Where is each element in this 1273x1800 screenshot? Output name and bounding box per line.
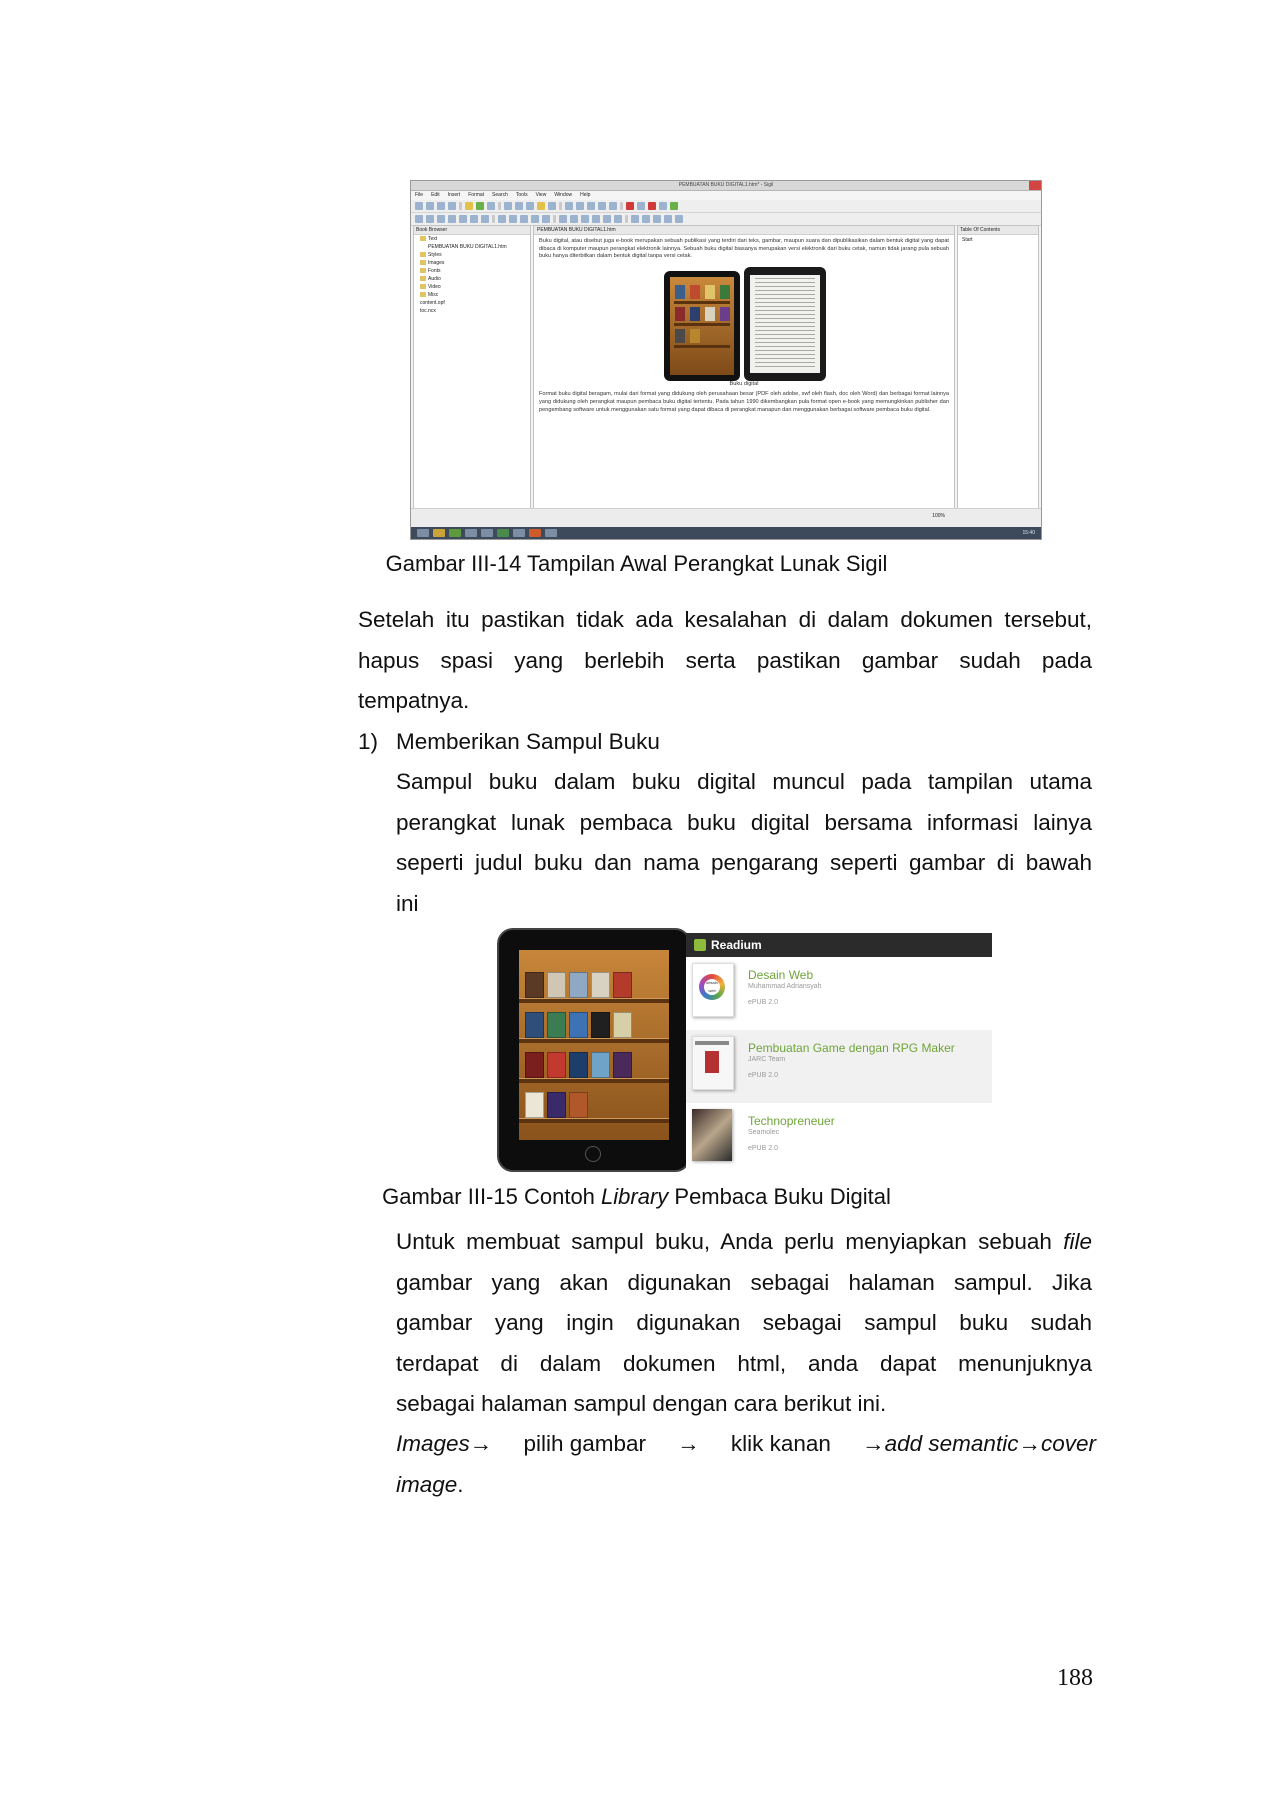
paragraph-line: sebagai halaman sampul dengan cara berikut ini.: [396, 1391, 887, 1416]
paragraph-2: [396, 762, 1092, 924]
steps-line: [396, 1424, 1096, 1465]
sigil-status-bar: [411, 508, 1041, 527]
sigil-title-bar: [411, 181, 1041, 191]
paragraph-3: [396, 1222, 1092, 1425]
toc-panel: [957, 225, 1039, 509]
paragraph-line: Setelah itu pastikan tidak ada kesalahan di dalam dokumen tersebut,: [358, 607, 1092, 632]
document-body: [534, 235, 954, 417]
book-author: Seamolec: [748, 1129, 780, 1136]
tree-item: content.opf: [420, 300, 445, 306]
step-pilih-gambar: pilih gambar: [523, 1431, 647, 1456]
menu-format: Format: [468, 192, 485, 198]
document-paragraph: Buku digital, atau disebut juga e-book merupakan sebuah publikasi yang terdiri dari teks, gambar, maupun suara dan dipublikasikan dalam bentuk digital yang dapat dibaca di komputer maupun perangkat elektronik lainnya. Sebuah buku digital biasanya merupakan versi elektronik dari buku cetak, namun tidak jarang pula sebuah buku hanya diterbitkan dalam bentuk digital tanpa versi cetak.: [539, 238, 949, 260]
paragraph-line: terdapat di dalam dokumen html, anda dapat menunjuknya: [396, 1350, 1092, 1376]
arrow-icon: →: [677, 1431, 700, 1456]
tree-item: Fonts: [414, 267, 530, 275]
menu-tools: Tools: [515, 192, 528, 198]
page-number: 188: [1057, 1665, 1093, 1691]
book-browser-title: Book Browser: [414, 226, 530, 235]
image-caption: Buku digital: [729, 380, 759, 387]
tree-item: Images: [414, 259, 530, 267]
steps-line: image.: [396, 1471, 464, 1497]
book-title: Technopreneuer: [748, 1114, 835, 1128]
figure1-caption-text: Tampilan Awal Perangkat Lunak Sigil: [527, 551, 888, 576]
reader-tablet-image: [744, 267, 826, 381]
figure2-caption-italic: Library: [601, 1184, 669, 1209]
arrow-icon: →: [469, 1431, 493, 1456]
sigil-window-title: PEMBUATAN BUKU DIGITAL1.htm* - Sigil: [678, 182, 774, 188]
step-images: Images: [396, 1431, 470, 1456]
menu-file: File: [415, 192, 424, 198]
toc-title: Table Of Contents: [958, 226, 1038, 235]
toc-item: Start: [962, 237, 973, 243]
book-title: Pembuatan Game dengan RPG Maker: [748, 1041, 955, 1055]
tree-item: Misc: [414, 291, 530, 299]
book-author: Muhammad Adriansyah: [748, 983, 822, 990]
menu-edit: Edit: [431, 192, 440, 198]
paragraph-line: ini: [396, 890, 419, 916]
list-title: Memberikan Sampul Buku: [396, 729, 660, 754]
window-buttons: [1005, 181, 1041, 190]
windows-taskbar: [411, 527, 1041, 539]
readium-library: [686, 933, 992, 1168]
book-format: ePUB 2.0: [748, 1145, 778, 1152]
tree-item: Styles: [414, 251, 530, 259]
sigil-workspace: [411, 225, 1041, 509]
arrow-icon: →: [862, 1431, 885, 1456]
figure2-caption: [0, 1184, 1273, 1210]
sigil-menu-bar: [411, 191, 1041, 200]
book-title: Desain Web: [748, 968, 814, 982]
figure1-caption: [0, 551, 1273, 577]
readium-logo-icon: [694, 939, 706, 951]
book-browser-panel: [413, 225, 531, 509]
book-cover: desain web: [692, 963, 734, 1017]
document-image: [539, 265, 949, 381]
library-item: [686, 1030, 992, 1103]
paragraph-line: hapus spasi yang berlebih serta pastikan gambar sudah pada: [358, 647, 1092, 673]
document-editor-panel: [533, 225, 955, 509]
document-tab: PEMBUATAN BUKU DIGITAL1.htm: [534, 226, 954, 235]
steps-instruction: [396, 1424, 1096, 1505]
menu-window: Window: [554, 192, 573, 198]
book-browser-tree: [414, 235, 530, 315]
menu-search: Search: [492, 192, 508, 198]
step-cover: cover: [1040, 1431, 1096, 1456]
menu-view: View: [535, 192, 547, 198]
paragraph-line: Sampul buku dalam buku digital muncul pada tampilan utama: [396, 769, 1092, 794]
shelf-tablet-image: [664, 271, 740, 381]
menu-insert: Insert: [447, 192, 461, 198]
book-format: ePUB 2.0: [748, 1072, 778, 1079]
book-cover: [692, 1109, 732, 1161]
paragraph-line: tempatnya.: [358, 688, 470, 713]
paragraph-line: seperti judul buku dan nama pengarang seperti gambar di bawah: [396, 850, 1092, 875]
tree-item: toc.ncx: [420, 308, 436, 314]
readium-app-name: Readium: [711, 938, 762, 952]
library-item: [686, 957, 992, 1030]
book-author: JARC Team: [748, 1056, 786, 1063]
step-image: image: [396, 1471, 458, 1497]
menu-help: Help: [580, 192, 591, 198]
zoom-level: 100%: [932, 513, 945, 519]
tree-item: PEMBUATAN BUKU DIGITAL1.htm: [428, 244, 507, 250]
figure2-caption-pre: Gambar III-15 Contoh: [382, 1184, 602, 1209]
figure2-caption-post: Pembaca Buku Digital: [668, 1184, 891, 1209]
book-cover: [692, 1036, 734, 1090]
paragraph-1: [358, 600, 1092, 722]
step-klik-kanan: klik kanan: [730, 1431, 831, 1456]
sigil-screenshot: [410, 180, 1042, 540]
book-format: ePUB 2.0: [748, 999, 778, 1006]
library-item: [686, 1103, 992, 1176]
list-number: 1): [358, 729, 379, 754]
paragraph-line: gambar yang ingin digunakan sebagai sampul buku sudah: [396, 1310, 1092, 1335]
paragraph-line: perangkat lunak pembaca buku digital bersama informasi lainya: [396, 809, 1092, 835]
document-paragraph: Format buku digital beragam, mulai dari format yang didukung oleh perusahaan besar (PDF oleh adobe, swf oleh flash, doc oleh Word) dan berbagai format lainnya yang didukung oleh perangkat maupun pembaca buku digital tertentu. Pada tahun 1990 dikembangkan pula format open e-book yang memungkinkan publisher dan pengembang software untuk menggunakan satu format yang dapat dibaca di perangkat manapun dan menggunakan berbagai software pembaca buku digital.: [539, 391, 949, 413]
figure1-caption-label: Gambar III-14: [385, 551, 522, 576]
arrow-icon: →: [1018, 1431, 1041, 1456]
tree-item: Text: [414, 235, 530, 243]
sigil-toolbar-1: [411, 200, 1041, 213]
close-icon: [1029, 181, 1041, 190]
home-button-icon: [585, 1146, 601, 1162]
tree-item: Video: [414, 283, 530, 291]
paragraph-line: Untuk membuat sampul buku, Anda perlu menyiapkan sebuah file: [396, 1229, 1092, 1254]
ipad-bookshelf-image: [497, 928, 691, 1172]
paragraph-line: gambar yang akan digunakan sebagai halaman sampul. Jika: [396, 1269, 1092, 1295]
readium-header: [686, 933, 992, 957]
tree-item: Audio: [414, 275, 530, 283]
step-add-semantic: add semantic: [884, 1431, 1019, 1456]
taskbar-clock: 15:40: [1022, 530, 1035, 536]
